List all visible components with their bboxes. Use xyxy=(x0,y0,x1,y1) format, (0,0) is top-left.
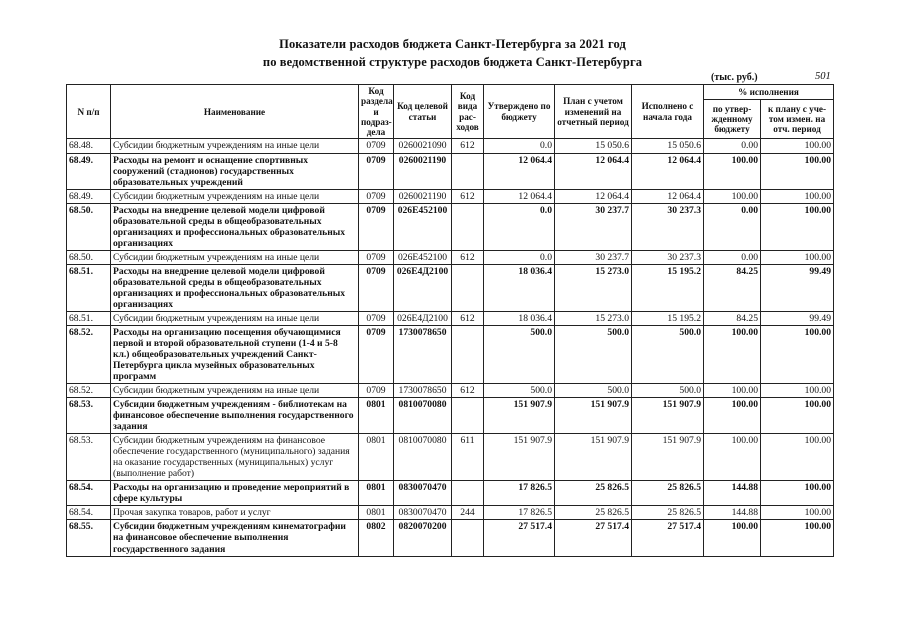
header-pct-utv: по утвер-жденному бюджету xyxy=(704,99,761,139)
cell-np: 68.53. xyxy=(67,434,111,481)
cell-statya: 0260021090 xyxy=(394,139,452,153)
cell-utv: 151 907.9 xyxy=(484,398,555,434)
cell-plan: 151 907.9 xyxy=(555,398,632,434)
cell-name: Субсидии бюджетным учреждениям на иные цели xyxy=(111,139,359,153)
cell-razdel: 0801 xyxy=(359,481,394,506)
table-row xyxy=(67,139,834,153)
cell-plan: 12 064.4 xyxy=(555,189,632,203)
cell-razdel: 0709 xyxy=(359,203,394,250)
cell-np: 68.50. xyxy=(67,250,111,264)
cell-vid: 612 xyxy=(452,250,484,264)
cell-vid: 612 xyxy=(452,311,484,325)
cell-plan: 25 826.5 xyxy=(555,506,632,520)
cell-name: Расходы на ремонт и оснащение спортивных сооружений (стадионов) государственных образовательных учреждений xyxy=(111,153,359,189)
cell-statya: 026E4Д2100 xyxy=(394,311,452,325)
cell-utv: 0.0 xyxy=(484,203,555,250)
cell-utv: 17 826.5 xyxy=(484,481,555,506)
table-row xyxy=(67,481,834,506)
cell-utv: 12 064.4 xyxy=(484,189,555,203)
cell-np: 68.53. xyxy=(67,398,111,434)
cell-utv: 151 907.9 xyxy=(484,434,555,481)
cell-vid: 611 xyxy=(452,434,484,481)
cell-statya: 0810070080 xyxy=(394,434,452,481)
cell-np: 68.49. xyxy=(67,153,111,189)
cell-name: Расходы на организацию посещения обучающимися первой и второй образовательной ступени (1-4 и 5-8 кл.) общеобразовательных учреждений Санкт-Петербурга цикла музейных образовательных программ xyxy=(111,325,359,383)
cell-vid xyxy=(452,203,484,250)
cell-np: 68.51. xyxy=(67,311,111,325)
cell-razdel: 0709 xyxy=(359,264,394,311)
cell-isp: 15 050.6 xyxy=(632,139,704,153)
cell-plan: 15 273.0 xyxy=(555,311,632,325)
table-row xyxy=(67,506,834,520)
header-pct-group: % исполнения xyxy=(704,85,834,100)
cell-np: 68.48. xyxy=(67,139,111,153)
cell-vid xyxy=(452,264,484,311)
table-row xyxy=(67,384,834,398)
table-row xyxy=(67,434,834,481)
cell-plan: 500.0 xyxy=(555,325,632,383)
cell-isp: 151 907.9 xyxy=(632,434,704,481)
cell-np: 68.49. xyxy=(67,189,111,203)
header-plan: План с учетом изменений на отчетный период xyxy=(555,85,632,139)
cell-razdel: 0709 xyxy=(359,153,394,189)
cell-plan: 30 237.7 xyxy=(555,250,632,264)
table-row xyxy=(67,203,834,250)
units-label: (тыс. руб.) xyxy=(711,72,758,83)
cell-isp: 25 826.5 xyxy=(632,506,704,520)
cell-name: Расходы на организацию и проведение мероприятий в сфере культуры xyxy=(111,481,359,506)
cell-utv: 27 517.4 xyxy=(484,520,555,556)
cell-pct-utv: 0.00 xyxy=(704,250,761,264)
cell-pct-plan: 100.00 xyxy=(761,153,834,189)
cell-plan: 27 517.4 xyxy=(555,520,632,556)
cell-isp: 500.0 xyxy=(632,325,704,383)
cell-pct-utv: 144.88 xyxy=(704,506,761,520)
cell-utv: 18 036.4 xyxy=(484,264,555,311)
cell-razdel: 0709 xyxy=(359,139,394,153)
cell-pct-plan: 100.00 xyxy=(761,139,834,153)
cell-pct-utv: 100.00 xyxy=(704,189,761,203)
cell-pct-plan: 99.49 xyxy=(761,264,834,311)
cell-statya: 1730078650 xyxy=(394,384,452,398)
cell-isp: 27 517.4 xyxy=(632,520,704,556)
table-row xyxy=(67,398,834,434)
cell-vid xyxy=(452,153,484,189)
cell-pct-plan: 100.00 xyxy=(761,250,834,264)
cell-utv: 500.0 xyxy=(484,325,555,383)
cell-razdel: 0801 xyxy=(359,506,394,520)
cell-plan: 30 237.7 xyxy=(555,203,632,250)
cell-isp: 15 195.2 xyxy=(632,264,704,311)
cell-pct-plan: 100.00 xyxy=(761,506,834,520)
cell-isp: 12 064.4 xyxy=(632,189,704,203)
cell-pct-utv: 100.00 xyxy=(704,434,761,481)
cell-name: Субсидии бюджетным учреждениям кинематографии на финансовое обеспечение выполнения государственного задания xyxy=(111,520,359,556)
cell-vid: 612 xyxy=(452,189,484,203)
cell-pct-plan: 100.00 xyxy=(761,434,834,481)
cell-statya: 0830070470 xyxy=(394,506,452,520)
cell-pct-plan: 99.49 xyxy=(761,311,834,325)
cell-name: Субсидии бюджетным учреждениям на иные цели xyxy=(111,250,359,264)
header-isp: Исполнено с начала года xyxy=(632,85,704,139)
cell-pct-plan: 100.00 xyxy=(761,481,834,506)
cell-pct-plan: 100.00 xyxy=(761,520,834,556)
cell-utv: 18 036.4 xyxy=(484,311,555,325)
cell-utv: 0.0 xyxy=(484,250,555,264)
cell-plan: 25 826.5 xyxy=(555,481,632,506)
cell-pct-utv: 100.00 xyxy=(704,153,761,189)
cell-vid: 612 xyxy=(452,384,484,398)
cell-isp: 151 907.9 xyxy=(632,398,704,434)
cell-np: 68.52. xyxy=(67,384,111,398)
cell-name: Прочая закупка товаров, работ и услуг xyxy=(111,506,359,520)
cell-plan: 12 064.4 xyxy=(555,153,632,189)
cell-isp: 30 237.3 xyxy=(632,203,704,250)
cell-utv: 12 064.4 xyxy=(484,153,555,189)
cell-vid xyxy=(452,481,484,506)
cell-pct-plan: 100.00 xyxy=(761,325,834,383)
cell-np: 68.54. xyxy=(67,506,111,520)
cell-razdel: 0709 xyxy=(359,325,394,383)
cell-statya: 1730078650 xyxy=(394,325,452,383)
cell-name: Субсидии бюджетным учреждениям на иные цели xyxy=(111,189,359,203)
cell-np: 68.50. xyxy=(67,203,111,250)
cell-np: 68.51. xyxy=(67,264,111,311)
cell-vid: 244 xyxy=(452,506,484,520)
table-row xyxy=(67,311,834,325)
cell-vid xyxy=(452,520,484,556)
header-pct-plan: к плану с уче-том измен. на отч. период xyxy=(761,99,834,139)
cell-name: Расходы на внедрение целевой модели цифровой образовательной среды в общеобразовательных организациях и профессиональных образовательных организациях xyxy=(111,264,359,311)
table-row xyxy=(67,325,834,383)
cell-name: Субсидии бюджетным учреждениям на иные цели xyxy=(111,384,359,398)
header-np: N п/п xyxy=(67,85,111,139)
budget-table xyxy=(66,84,834,557)
cell-razdel: 0802 xyxy=(359,520,394,556)
cell-razdel: 0709 xyxy=(359,189,394,203)
cell-pct-utv: 84.25 xyxy=(704,264,761,311)
cell-vid xyxy=(452,398,484,434)
cell-isp: 25 826.5 xyxy=(632,481,704,506)
cell-plan: 151 907.9 xyxy=(555,434,632,481)
table-row xyxy=(67,520,834,556)
header-statya: Код целевой статьи xyxy=(394,85,452,139)
cell-razdel: 0801 xyxy=(359,398,394,434)
cell-pct-plan: 100.00 xyxy=(761,398,834,434)
cell-pct-utv: 100.00 xyxy=(704,398,761,434)
cell-np: 68.55. xyxy=(67,520,111,556)
cell-statya: 026E4Д2100 xyxy=(394,264,452,311)
cell-name: Расходы на внедрение целевой модели цифровой образовательной среды в общеобразовательных организациях и профессиональных образовательных организациях xyxy=(111,203,359,250)
cell-isp: 500.0 xyxy=(632,384,704,398)
cell-pct-utv: 0.00 xyxy=(704,203,761,250)
cell-utv: 17 826.5 xyxy=(484,506,555,520)
cell-plan: 15 050.6 xyxy=(555,139,632,153)
cell-razdel: 0801 xyxy=(359,434,394,481)
cell-statya: 0810070080 xyxy=(394,398,452,434)
cell-vid: 612 xyxy=(452,139,484,153)
cell-razdel: 0709 xyxy=(359,250,394,264)
cell-razdel: 0709 xyxy=(359,311,394,325)
cell-statya: 0260021190 xyxy=(394,153,452,189)
cell-plan: 15 273.0 xyxy=(555,264,632,311)
cell-razdel: 0709 xyxy=(359,384,394,398)
cell-pct-plan: 100.00 xyxy=(761,203,834,250)
table-row xyxy=(67,264,834,311)
cell-statya: 026E452100 xyxy=(394,250,452,264)
header-vid: Код вида рас-ходов xyxy=(452,85,484,139)
cell-pct-utv: 100.00 xyxy=(704,325,761,383)
cell-pct-utv: 0.00 xyxy=(704,139,761,153)
table-row xyxy=(67,189,834,203)
cell-name: Субсидии бюджетным учреждениям - библиотекам на финансовое обеспечение выполнения государственного задания xyxy=(111,398,359,434)
header-utv: Утверждено по бюджету xyxy=(484,85,555,139)
cell-isp: 12 064.4 xyxy=(632,153,704,189)
cell-pct-utv: 84.25 xyxy=(704,311,761,325)
cell-pct-plan: 100.00 xyxy=(761,189,834,203)
table-row xyxy=(67,250,834,264)
page-number: 501 xyxy=(815,71,831,82)
cell-statya: 0260021190 xyxy=(394,189,452,203)
cell-np: 68.52. xyxy=(67,325,111,383)
cell-np: 68.54. xyxy=(67,481,111,506)
table-row xyxy=(67,153,834,189)
table-body xyxy=(67,139,834,556)
cell-statya: 026E452100 xyxy=(394,203,452,250)
cell-vid xyxy=(452,325,484,383)
cell-statya: 0830070470 xyxy=(394,481,452,506)
cell-isp: 30 237.3 xyxy=(632,250,704,264)
cell-pct-utv: 144.88 xyxy=(704,481,761,506)
cell-statya: 0820070200 xyxy=(394,520,452,556)
cell-isp: 15 195.2 xyxy=(632,311,704,325)
cell-utv: 0.0 xyxy=(484,139,555,153)
cell-utv: 500.0 xyxy=(484,384,555,398)
cell-plan: 500.0 xyxy=(555,384,632,398)
cell-pct-plan: 100.00 xyxy=(761,384,834,398)
cell-name: Субсидии бюджетным учреждениям на иные цели xyxy=(111,311,359,325)
report-subtitle: по ведомственной структуре расходов бюджета Санкт-Петербурга xyxy=(262,55,643,69)
cell-pct-utv: 100.00 xyxy=(704,384,761,398)
cell-pct-utv: 100.00 xyxy=(704,520,761,556)
header-razdel: Код раздела и подраз-дела xyxy=(359,85,394,139)
report-title: Показатели расходов бюджета Санкт-Петербурга за 2021 год xyxy=(279,37,626,51)
header-name: Наименование xyxy=(111,85,359,139)
cell-name: Субсидии бюджетным учреждениям на финансовое обеспечение государственного (муниципального) задания на оказание государственных (муниципальных) услуг (выполнение работ) xyxy=(111,434,359,481)
